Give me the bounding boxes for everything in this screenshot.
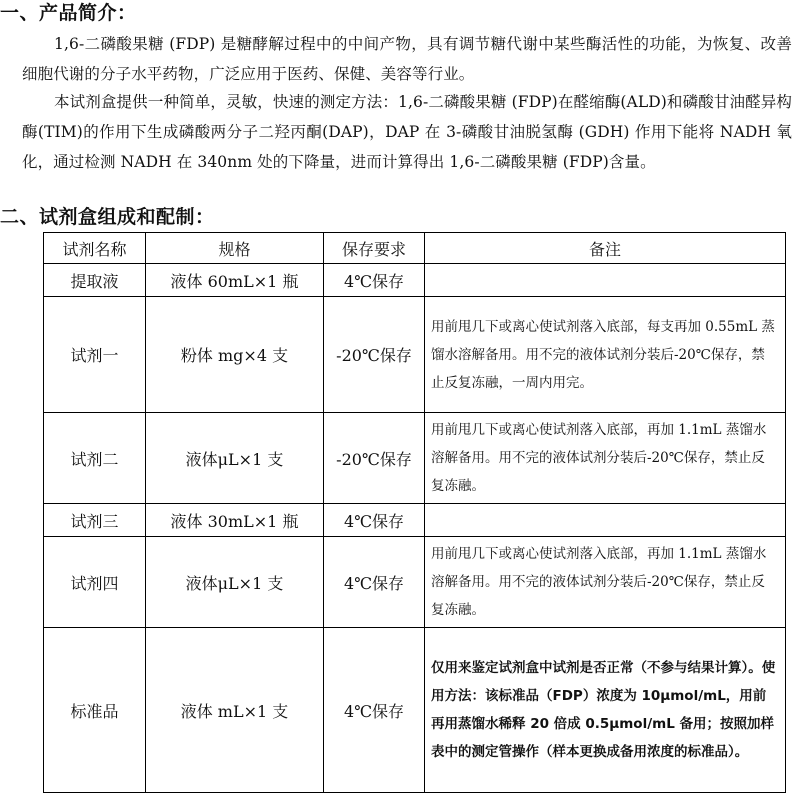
reagent-storage: 4℃保存 [324,537,425,628]
reagent-note [425,264,786,297]
header-spec: 规格 [146,233,324,264]
table-header-row [44,233,786,264]
reagent-storage: -20℃保存 [324,413,425,504]
reagent-spec: 液体μL×1 支 [146,413,324,504]
intro-paragraph-1: 1,6-二磷酸果糖 (FDP) 是糖酵解过程中的中间产物，具有调节糖代谢中某些酶活性的功能，为恢复、改善细胞代谢的分子水平药物，广泛应用于医药、保健、美容等行业。 [22,35,792,83]
table-row [44,264,786,297]
reagent-storage: -20℃保存 [324,297,425,413]
reagent-storage: 4℃保存 [324,264,425,297]
header-reagent-name: 试剂名称 [44,233,146,264]
reagent-name: 试剂四 [44,537,146,628]
header-note: 备注 [425,233,786,264]
table-row [44,628,786,793]
reagent-name: 试剂二 [44,413,146,504]
reagent-note: 用前甩几下或离心使试剂落入底部，每支再加 0.55mL 蒸馏水溶解备用。用不完的液体试剂分装后-20℃保存，禁止反复冻融，一周内用完。 [425,297,786,413]
table-row [44,297,786,413]
reagent-spec: 液体 30mL×1 瓶 [146,504,324,537]
reagent-note: 仅用来鉴定试剂盒中试剂是否正常（不参与结果计算）。使用方法：该标准品（FDP）浓度为 10μmol/mL，用前再用蒸馏水稀释 20 倍成 0.5μmol/mL 备用；按照加样表中的测定管操作（样本更换成备用浓度的标准品）。 [425,628,786,793]
reagent-storage: 4℃保存 [324,628,425,793]
reagent-name: 试剂三 [44,504,146,537]
table-row [44,413,786,504]
reagent-storage: 4℃保存 [324,504,425,537]
reagent-name: 提取液 [44,264,146,297]
reagent-note: 用前甩几下或离心使试剂落入底部，再加 1.1mL 蒸馏水溶解备用。用不完的液体试剂分装后-20℃保存，禁止反复冻融。 [425,413,786,504]
reagent-name: 试剂一 [44,297,146,413]
reagent-spec: 液体μL×1 支 [146,537,324,628]
reagent-table [43,232,786,793]
section-title-kit-composition: 二、试剂盒组成和配制： [0,206,215,228]
reagent-spec: 粉体 mg×4 支 [146,297,324,413]
intro-paragraph-2: 本试剂盒提供一种简单，灵敏，快速的测定方法：1,6-二磷酸果糖 (FDP)在醛缩酶(ALD)和磷酸甘油醛异构酶(TIM)的作用下生成磷酸两分子二羟丙酮(DAP)，DAP 在 3-磷酸甘油脱氢酶 (GDH) 作用下能将 NADH 氧化，通过检测 NADH 在 340nm 处的下降量，进而计算得出 1,6-二磷酸果糖 (FDP)含量。 [22,93,792,171]
reagent-note [425,504,786,537]
header-storage: 保存要求 [324,233,425,264]
reagent-spec: 液体 60mL×1 瓶 [146,264,324,297]
table-row [44,504,786,537]
reagent-spec: 液体 mL×1 支 [146,628,324,793]
table-row [44,537,786,628]
reagent-name: 标准品 [44,628,146,793]
reagent-note: 用前甩几下或离心使试剂落入底部，再加 1.1mL 蒸馏水溶解备用。用不完的液体试剂分装后-20℃保存，禁止反复冻融。 [425,537,786,628]
section-title-product-intro: 一、产品简介： [0,2,137,24]
